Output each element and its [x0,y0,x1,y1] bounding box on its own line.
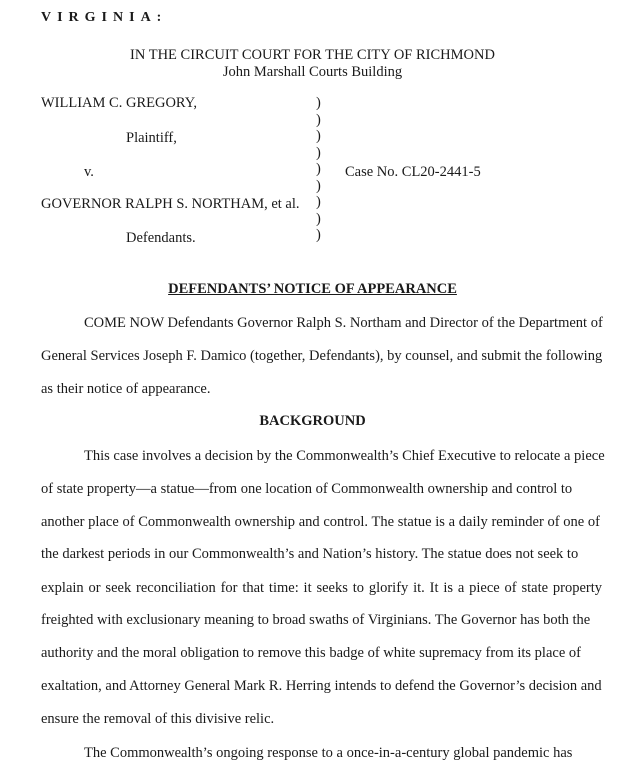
state-heading: VIRGINIA: [41,10,168,25]
intro-line-1: COME NOW Defendants Governor Ralph S. Northam and Director of the Department of [84,315,603,331]
caption-parentheses: ) ) ) ) ) ) ) ) ) [316,95,321,243]
background-line-3: another place of Commonwealth ownership and control. The statue is a daily reminder of one of [41,514,600,530]
background-line-6: freighted with exclusionary meaning to broad swaths of Virginians. The Governor has both the [41,612,591,628]
background-line-4: the darkest periods in our Commonwealth’s and Nation’s history. The statue does not seek to [41,546,579,562]
next-paragraph-line: The Commonwealth’s ongoing response to a once-in-a-century global pandemic has [84,745,573,761]
case-number: Case No. CL20-2441-5 [345,164,481,180]
plaintiff-role: Plaintiff, [126,130,177,146]
defendant-role: Defendants. [126,230,196,246]
intro-line-2: General Services Joseph F. Damico (together, Defendants), by counsel, and submit the following [41,348,603,364]
background-line-9: ensure the removal of this divisive relic. [41,711,275,727]
background-line-2: of state property—a statue—from one location of Commonwealth ownership and control to [41,481,573,497]
section-heading: BACKGROUND [259,413,366,429]
defendant-name: GOVERNOR RALPH S. NORTHAM, et al. [41,196,300,212]
court-building: John Marshall Courts Building [222,64,403,80]
background-line-5: explain or seek reconciliation for that time: it seeks to glorify it. It is a piece of state property [41,580,602,596]
background-line-8: exaltation, and Attorney General Mark R. Herring intends to defend the Governor’s decision and [41,678,602,694]
document-title-text: DEFENDANTS’ NOTICE OF APPEARANCE [168,281,457,297]
intro-line-3: as their notice of appearance. [41,381,211,397]
plaintiff-name: WILLIAM C. GREGORY, [41,95,198,111]
versus-label: v. [84,164,94,180]
court-name: IN THE CIRCUIT COURT FOR THE CITY OF RICHMOND [130,47,495,63]
background-line-7: authority and the moral obligation to remove this badge of white supremacy from its place of [41,645,581,661]
background-line-1: This case involves a decision by the Commonwealth’s Chief Executive to relocate a piece [84,448,605,464]
document-title [0,281,625,298]
